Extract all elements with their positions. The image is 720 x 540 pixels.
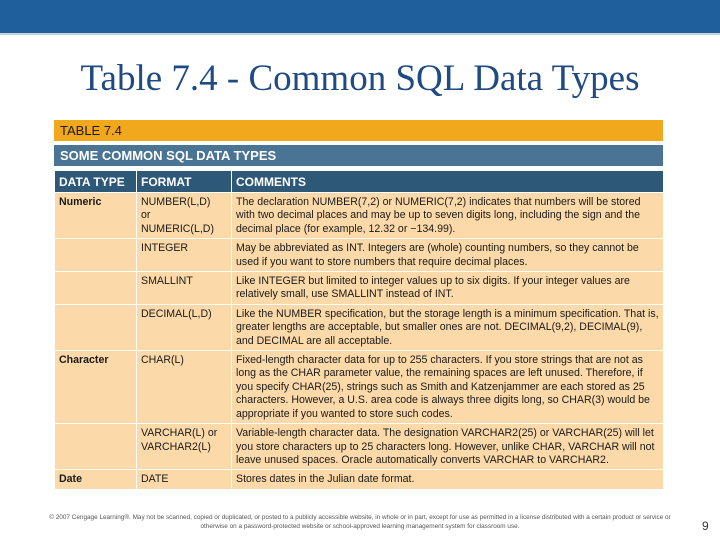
comment-cell: Fixed-length character data for up to 255 characters. If you store strings that are not as long as the CHAR parameter value, the remaining spaces are left unused. Therefore, if you specify CHAR(25), strings such as Smith and Katzenjammer are each stored as 25 characters. However, a U.S. area code is always three digits long, so CHAR(3) would be appropriate if you wanted to store such codes. bbox=[232, 351, 664, 424]
copyright-footer: © 2007 Cengage Learning®. May not be scanned, copied or duplicated, or posted to a publicly accessible website, in whole or in part, except for use as permitted in a license distributed with a certain product or service or otherwise on a password-protected website or school-approved learning management system for classroom use. bbox=[49, 514, 671, 530]
table-row bbox=[55, 193, 664, 239]
data-type-cell bbox=[55, 239, 137, 272]
format-cell: CHAR(L) bbox=[137, 351, 232, 424]
sql-data-types-table bbox=[54, 170, 664, 490]
table-row bbox=[55, 272, 664, 305]
format-cell: INTEGER bbox=[137, 239, 232, 272]
table-header-row bbox=[55, 171, 664, 193]
page-number: 9 bbox=[702, 519, 709, 533]
top-banner bbox=[0, 0, 720, 33]
table-caption: SOME COMMON SQL DATA TYPES bbox=[54, 145, 663, 166]
data-type-cell bbox=[55, 304, 137, 350]
data-type-cell: Character bbox=[55, 351, 137, 424]
format-cell: DECIMAL(L,D) bbox=[137, 304, 232, 350]
comment-cell: Like the NUMBER specification, but the storage length is a minimum specification. That is, greater lengths are acceptable, but smaller ones are not. DECIMAL(9,2), DECIMAL(9), and DECIMAL are all acceptable. bbox=[232, 304, 664, 350]
format-cell: DATE bbox=[137, 470, 232, 489]
slide-title: Table 7.4 - Common SQL Data Types bbox=[80, 58, 640, 99]
banner-divider bbox=[0, 33, 720, 35]
format-cell: VARCHAR(L) or VARCHAR2(L) bbox=[137, 424, 232, 470]
comment-cell: Stores dates in the Julian date format. bbox=[232, 470, 664, 489]
data-type-cell bbox=[55, 424, 137, 470]
header-comments: COMMENTS bbox=[232, 171, 664, 193]
table-row bbox=[55, 424, 664, 470]
data-type-cell bbox=[55, 272, 137, 305]
comment-cell: The declaration NUMBER(7,2) or NUMERIC(7,2) indicates that numbers will be stored with two decimal places and may be up to seven digits long, including the sign and the decimal place (for example, 12.32 or −134.99). bbox=[232, 193, 664, 239]
header-format: FORMAT bbox=[137, 171, 232, 193]
data-type-cell: Numeric bbox=[55, 193, 137, 239]
comment-cell: Like INTEGER but limited to integer values up to six digits. If your integer values are relatively small, use SMALLINT instead of INT. bbox=[232, 272, 664, 305]
header-data-type: DATA TYPE bbox=[55, 171, 137, 193]
comment-cell: Variable-length character data. The designation VARCHAR2(25) or VARCHAR(25) will let you store characters up to 25 characters long. However, unlike CHAR, VARCHAR will not leave unused spaces. Oracle automatically converts VARCHAR to VARCHAR2. bbox=[232, 424, 664, 470]
format-cell: SMALLINT bbox=[137, 272, 232, 305]
table-row bbox=[55, 351, 664, 424]
table-row bbox=[55, 470, 664, 489]
table-row bbox=[55, 239, 664, 272]
data-type-cell: Date bbox=[55, 470, 137, 489]
table-row bbox=[55, 304, 664, 350]
table-number-label: TABLE 7.4 bbox=[54, 120, 663, 141]
format-cell: NUMBER(L,D) or NUMERIC(L,D) bbox=[137, 193, 232, 239]
data-types-table-block bbox=[54, 120, 663, 490]
comment-cell: May be abbreviated as INT. Integers are (whole) counting numbers, so they cannot be used if you want to store numbers that require decimal places. bbox=[232, 239, 664, 272]
